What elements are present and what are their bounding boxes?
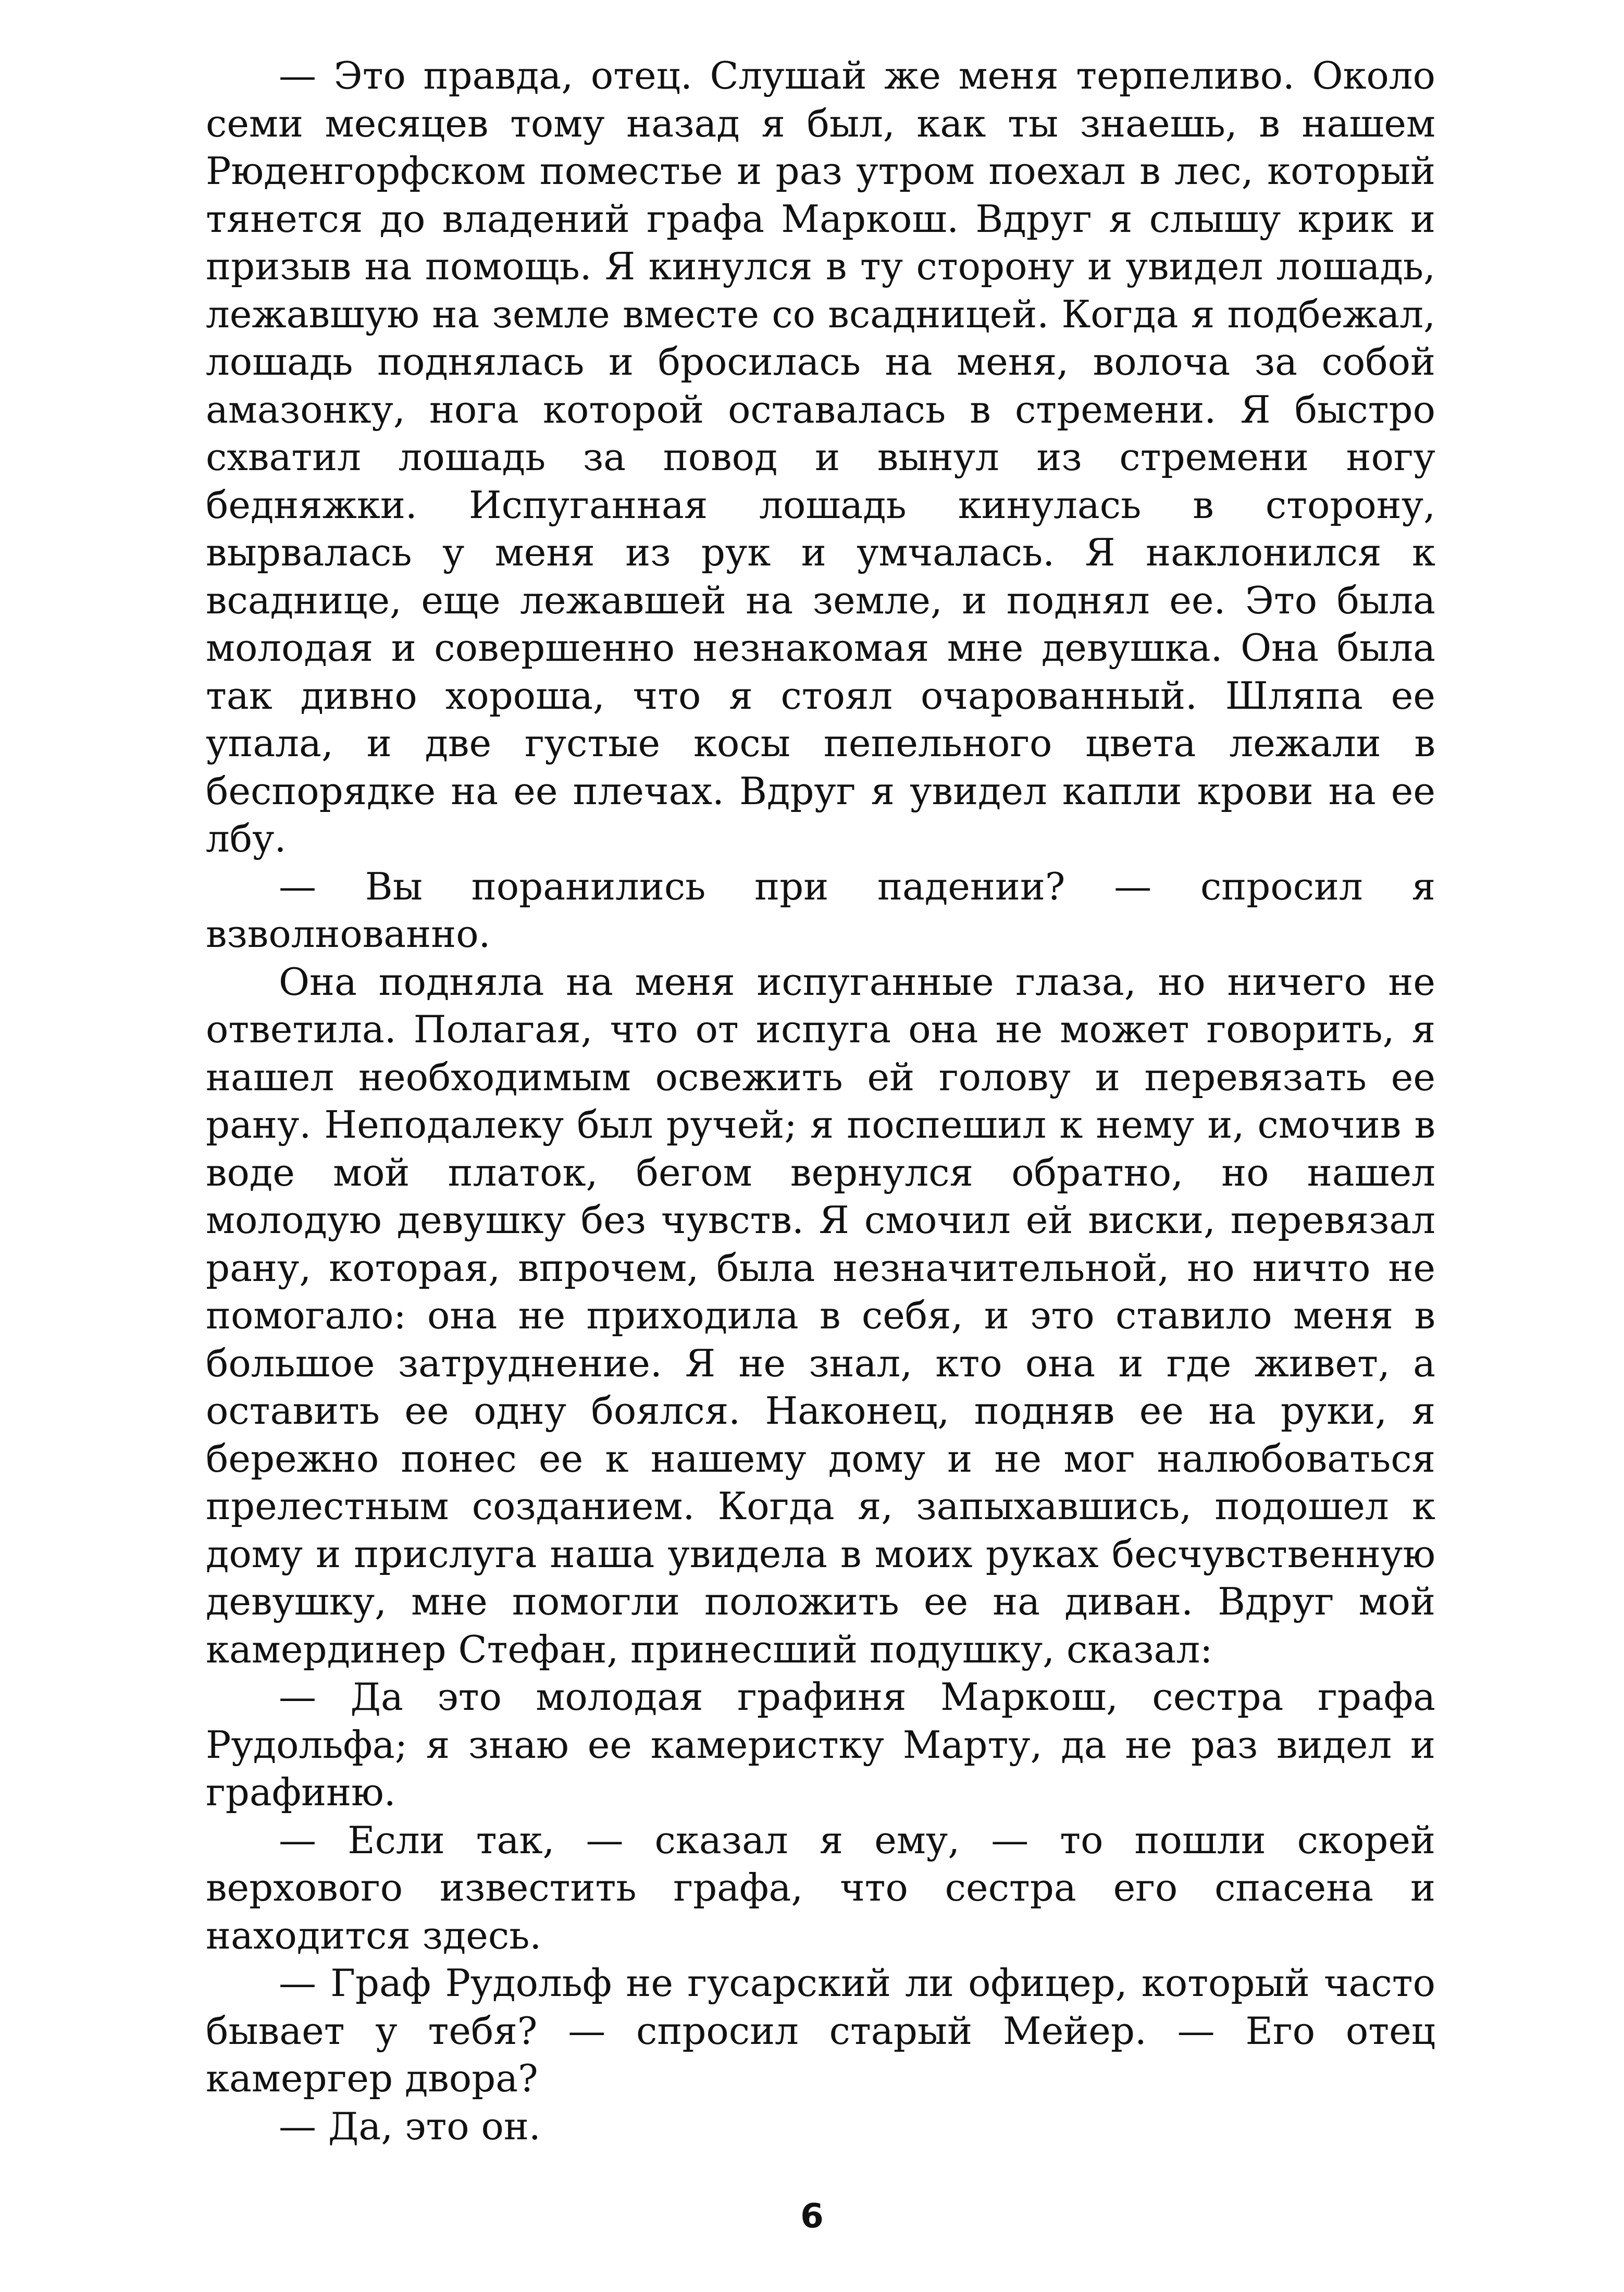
book-page-text [206, 52, 1435, 2150]
paragraph-reply: — Если так, — сказал я ему, — то пошли скорей верхового известить графа, что сестра его спасена и находится здесь. [206, 1818, 1435, 1957]
paragraph-answer: — Да, это он. [279, 2104, 541, 2148]
paragraph-valet: — Да это молодая графиня Маркош, сестра графа Рудольфа; я знаю ее камеристку Марту, да не раз видел и графиню. [206, 1675, 1435, 1814]
paragraph-narration: Она подняла на меня испуганные глаза, но ничего не ответила. Полагая, что от испуга она не может говорить, я нашел необходимым освежить ей голову и перевязать ее рану. Неподалеку был ручей; я поспешил к нему и, смочив в воде мой платок, бегом вернулся обратно, но нашел молодую девушку без чувств. Я смочил ей виски, перевязал рану, которая, впрочем, была незначительной, но ничто не помогало: она не приходила в себя, и это ставило меня в большое затруднение. Я не знал, кто она и где живет, а оставить ее одну боялся. Наконец, подняв ее на руки, я бережно понес ее к нашему дому и не мог налюбоваться прелестным созданием. Когда я, запыхавшись, подошел к дому и прислуга наша увидела в моих руках бесчувственную девушку, мне помогли положить ее на диван. Вдруг мой камердинер Стефан, принесший подушку, сказал: [206, 959, 1435, 1671]
page-number: 6 [800, 2197, 824, 2236]
paragraph-question: — Вы поранились при падении? — спросил я взволнованно. [206, 864, 1435, 956]
paragraph-story: — Это правда, отец. Слушай же меня терпеливо. Около семи месяцев тому назад я был, как ты знаешь, в нашем Рюденгорфском поместье и раз утром поехал в лес, который тянется до владений графа Маркош. Вдруг я слышу крик и призыв на помощь. Я кинулся в ту сторону и увидел лошадь, лежавшую на земле вместе со всадницей. Когда я подбежал, лошадь поднялась и бросилась на меня, волоча за собой амазонку, нога которой оставалась в стремени. Я быстро схватил лошадь за повод и вынул из стремени ногу бедняжки. Испуганная лошадь кинулась в сторону, вырвалась у меня из рук и умчалась. Я наклонился к всаднице, еще лежавшей на земле, и поднял ее. Это была молодая и совершенно незнакомая мне девушка. Она была так дивно хороша, что я стоял очарованный. Шляпа ее упала, и две густые косы пепельного цвета лежали в беспорядке на ее плечах. Вдруг я увидел капли крови на ее лбу. [206, 54, 1435, 860]
paragraph-meyer-question: — Граф Рудольф не гусарский ли офицер, который часто бывает у тебя? — спросил старый Мейер. — Его отец камергер двора? [206, 1961, 1435, 2100]
